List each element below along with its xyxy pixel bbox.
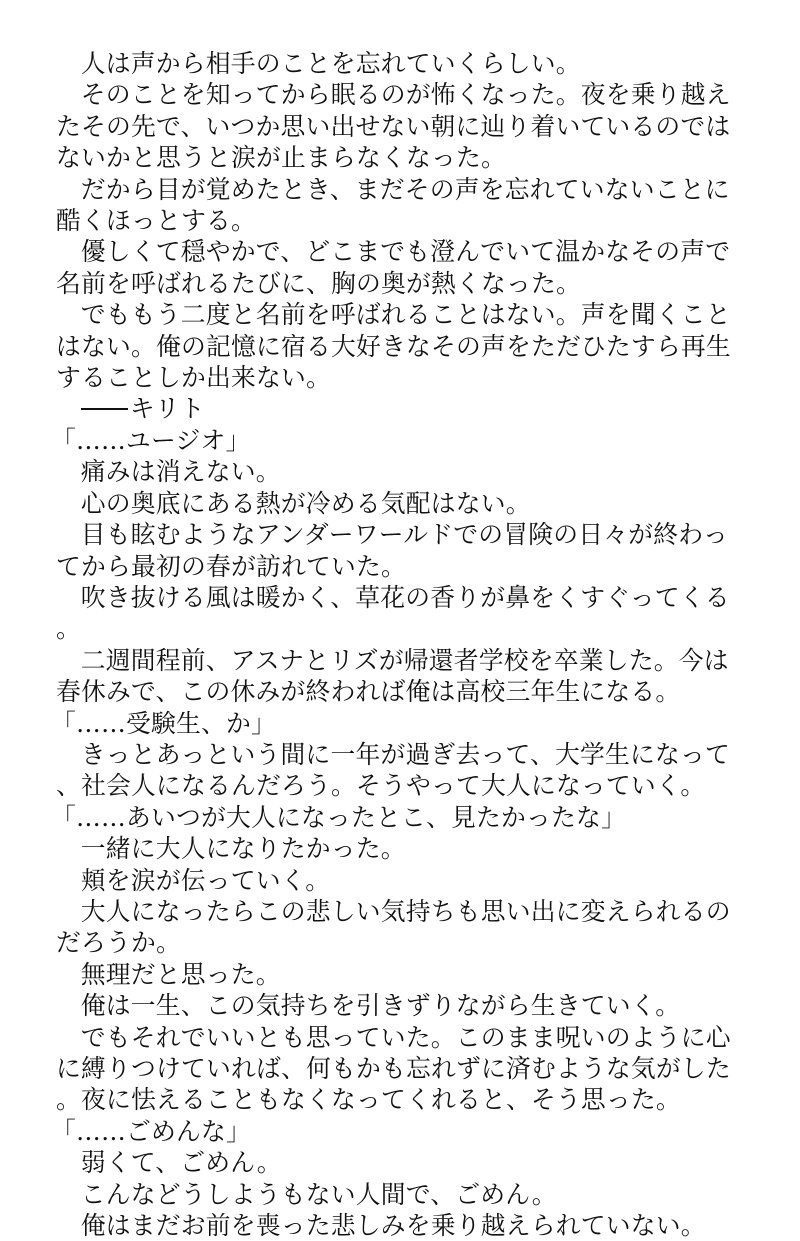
dialogue-line: 「……ユージオ」 <box>51 425 251 455</box>
paragraph: こんなどうしようもない人間で、ごめん。 <box>80 1179 557 1209</box>
paragraph: だから目が覚めたとき、まだその声を忘れていないことに酷くほっとする。 <box>56 174 730 236</box>
novel-page <box>51 48 752 1241</box>
dash-text: キリト <box>129 394 205 424</box>
paragraph: 吹き抜ける風は暖かく、草花の香りが鼻をくすぐってくる。 <box>56 582 730 644</box>
paragraph: 優しくて穏やかで、どこまでも澄んでいて温かなその声で名前を呼ばれるたびに、胸の奥が熱くなった。 <box>56 237 731 298</box>
dash-line <box>56 393 752 424</box>
dialogue-line: 「……あいつが大人になったとこ、見たかったな」 <box>51 802 626 832</box>
paragraph: でももう二度と名前を呼ばれることはない。声を聞くことはない。俺の記憶に宿る大好きなその声をただひたすら再生することしか出来ない。 <box>56 300 731 393</box>
paragraph: 弱くて、ごめん。 <box>80 1148 282 1178</box>
paragraph: 二週間程前、アスナとリズが帰還者学校を卒業した。今は春休みで、この休みが終われば俺は高校三年生になる。 <box>56 645 729 707</box>
paragraph: 一緒に大人になりたかった。 <box>80 834 406 864</box>
paragraph: 頬を涙が伝っていく。 <box>80 865 331 895</box>
paragraph: 痛みは消えない。 <box>80 457 281 487</box>
paragraph: でもそれでいいとも思っていた。このまま呪いのように心に縛りつけていれば、何もかも忘れずに済むような気がした。夜に怯えることもなくなってくれると、そう思った。 <box>56 1022 731 1115</box>
paragraph: 無理だと思った。 <box>80 959 281 989</box>
paragraph: きっとあっという間に一年が過ぎ去って、大学生になって、社会人になるんだろう。そうやって大人になっていく。 <box>56 739 730 801</box>
paragraph: 俺はまだお前を喪った悲しみを乗り越えられていない。 <box>80 1211 706 1241</box>
dialogue-line: 「……ごめんな」 <box>51 1116 252 1146</box>
paragraph: 目も眩むようなアンダーワールドでの冒険の日々が終わってから最初の春が訪れていた。 <box>56 520 728 581</box>
paragraph: 俺は一生、この気持ちを引きずりながら生きていく。 <box>80 991 681 1021</box>
dialogue-line: 「……受験生、か」 <box>51 708 277 738</box>
paragraph: 大人になったらこの悲しい気持ちも思い出に変えられるのだろうか。 <box>56 896 731 958</box>
paragraph: 人は声から相手のことを忘れていくらしい。 <box>80 49 581 78</box>
paragraph: そのことを知ってから眠るのが怖くなった。夜を乗り越えたその先で、いつか思い出せない朝に辿り着いているのではないかと思うと涙が止まらなくなった。 <box>56 80 731 173</box>
paragraph: 心の奥底にある熱が冷める気配はない。 <box>80 488 531 518</box>
em-dash-rule <box>81 408 128 410</box>
